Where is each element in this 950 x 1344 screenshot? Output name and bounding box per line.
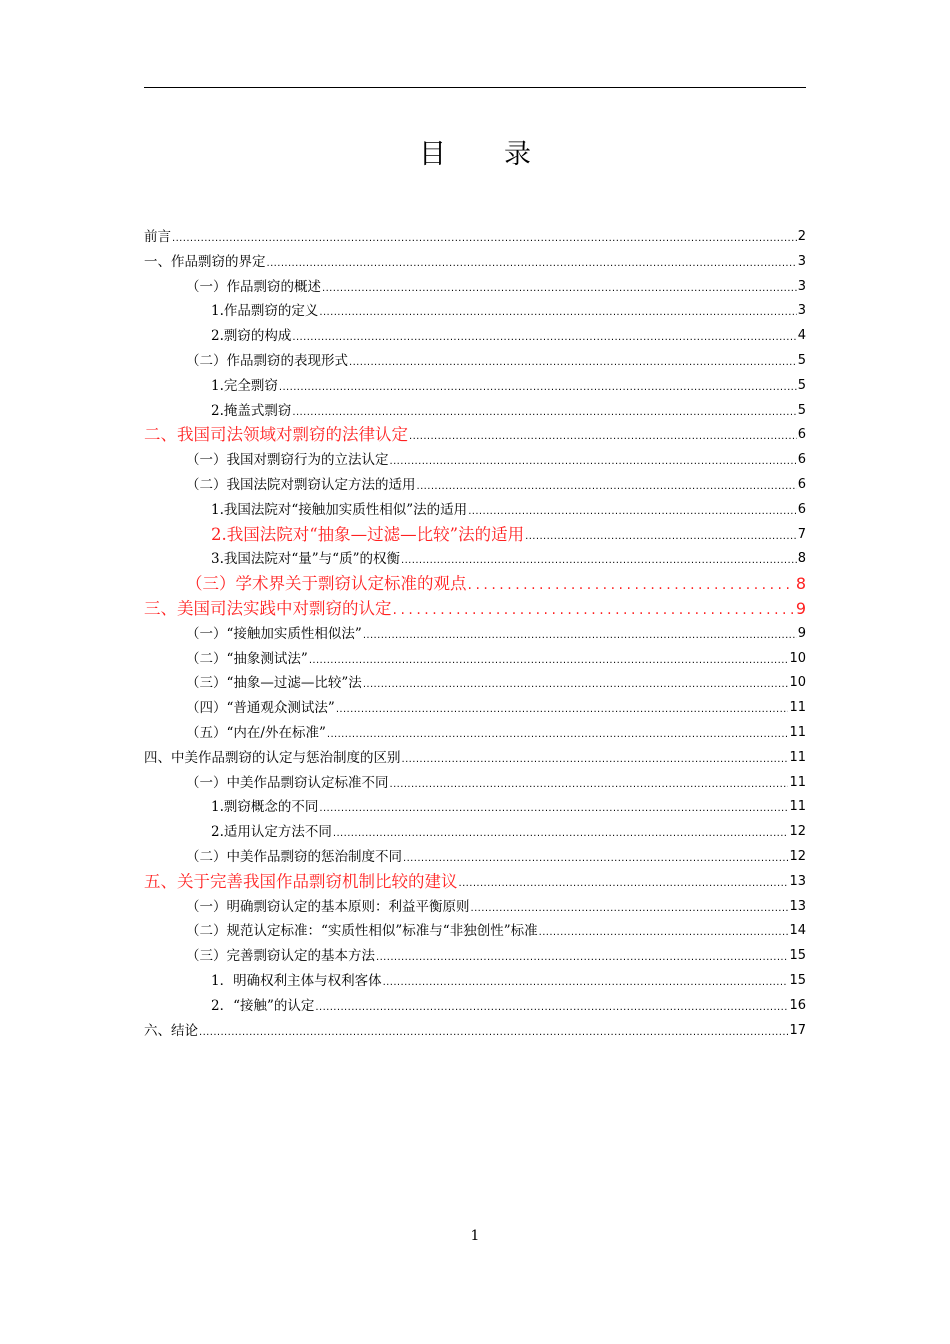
toc-leader-dots [525, 529, 797, 545]
toc-entry-label: 1．明确权利主体与权利客体 [211, 973, 382, 989]
toc-leader-dots [393, 601, 795, 619]
toc-entry-label: （二）“抽象测试法” [186, 650, 308, 667]
toc-entry[interactable] [144, 919, 806, 941]
toc-entry[interactable] [144, 448, 806, 470]
toc-entry-page: 13 [789, 873, 806, 889]
toc-leader-dots [468, 576, 795, 594]
toc-leader-dots [459, 876, 789, 892]
toc-leader-dots [319, 305, 796, 321]
toc-entry-label: （一）明确剽窃认定的基本原则：利益平衡原则 [186, 898, 470, 915]
toc-entry-label: 1.作品剽窃的定义 [211, 303, 319, 320]
toc-entry[interactable] [144, 523, 806, 545]
toc-entry-label: 三、美国司法实践中对剽窃的认定 [144, 599, 392, 618]
toc-entry-label: （三）完善剽窃认定的基本方法 [186, 948, 375, 965]
toc-entry[interactable] [144, 994, 806, 1016]
toc-leader-dots [376, 950, 788, 966]
toc-entry-page: 4 [797, 328, 806, 344]
toc-entry-label: 五、关于完善我国作品剽窃机制比较的建议 [144, 871, 458, 891]
toc-entry-page: 12 [789, 849, 806, 864]
toc-entry-label: （一）作品剽窃的概述 [186, 278, 321, 295]
toc-entry-label: 2.我国法院对“抽象—过滤—比较”法的适用 [211, 524, 525, 544]
toc-entry-page: 6 [797, 477, 806, 492]
toc-entry-label: （三）“抽象—过滤—比较”法 [186, 675, 362, 692]
toc-entry-page: 5 [797, 402, 806, 418]
toc-entry[interactable] [144, 671, 806, 693]
toc-entry-label: 六、结论 [144, 1022, 198, 1039]
toc-leader-dots [402, 752, 789, 768]
toc-leader-dots [172, 231, 797, 247]
toc-entry[interactable] [144, 895, 806, 917]
toc-entry[interactable] [144, 473, 806, 495]
toc-entry[interactable] [144, 969, 806, 991]
toc-leader-dots [333, 826, 789, 842]
toc-entry-page: 9 [795, 599, 806, 618]
page-title: 目录 [419, 139, 589, 170]
header-rule [144, 87, 806, 88]
toc-entry-page: 10 [789, 650, 806, 666]
toc-entry[interactable] [144, 374, 806, 396]
toc-entry-label: 二、我国司法领域对剽窃的法律认定 [144, 425, 408, 445]
toc-leader-dots [403, 851, 788, 867]
toc-entry[interactable] [144, 820, 806, 842]
toc-entry[interactable] [144, 547, 806, 569]
toc-entry-page: 17 [789, 1022, 806, 1038]
toc-leader-dots [199, 1025, 788, 1041]
toc-entry-page: 11 [789, 700, 806, 716]
toc-entry-label: 一、作品剽窃的界定 [144, 253, 266, 270]
toc-entry-page: 8 [797, 551, 806, 567]
toc-leader-dots [349, 355, 797, 371]
toc-leader-dots [363, 628, 797, 644]
toc-entry-page: 3 [797, 278, 806, 294]
toc-leader-dots [267, 256, 797, 272]
toc-entry[interactable] [144, 225, 806, 247]
toc-entry-page: 6 [797, 427, 806, 443]
toc-entry-label: 1.剽窃概念的不同 [211, 799, 319, 816]
toc-entry-page: 11 [789, 749, 806, 765]
toc-entry[interactable] [144, 622, 806, 644]
toc-leader-dots [292, 330, 796, 346]
toc-entry[interactable] [144, 324, 806, 346]
toc-entry-page: 3 [797, 253, 806, 269]
toc-entry-page: 11 [789, 725, 806, 740]
toc-leader-dots [539, 925, 789, 941]
toc-entry-page: 14 [789, 923, 806, 939]
toc-leader-dots [363, 677, 789, 693]
toc-leader-dots [322, 281, 797, 297]
toc-entry-label: 前言 [144, 229, 171, 245]
toc-entry-label: （二）我国法院对剽窃认定方法的适用 [186, 477, 416, 493]
toc-entry-label: （一）“接触加实质性相似法” [186, 625, 362, 642]
toc-entry[interactable] [144, 944, 806, 966]
toc-leader-dots [292, 405, 796, 421]
toc-leader-dots [390, 777, 789, 793]
toc-entry-label: （二）规范认定标准：“实质性相似”标准与“非独创性”标准 [186, 923, 538, 940]
toc-entry-page: 15 [789, 973, 806, 988]
toc-leader-dots [336, 702, 789, 718]
toc-entry-page: 10 [789, 675, 806, 691]
toc-entry-page: 15 [789, 948, 806, 964]
toc-entry[interactable] [144, 696, 806, 718]
toc-entry-page: 2 [797, 229, 806, 244]
toc-entry-page: 6 [797, 501, 806, 517]
toc-entry[interactable] [144, 423, 806, 445]
toc-entry-page: 11 [789, 799, 806, 815]
toc-entry-label: （一）我国对剽窃行为的立法认定 [186, 452, 389, 469]
toc-entry-page: 5 [797, 377, 806, 393]
toc-entry-label: 1.完全剽窃 [211, 377, 278, 394]
toc-entry-label: 四、中美作品剽窃的认定与惩治制度的区别 [144, 749, 401, 766]
toc-leader-dots [319, 801, 788, 817]
toc-entry[interactable] [144, 771, 806, 793]
toc-entry[interactable] [144, 399, 806, 421]
toc-entry[interactable] [144, 349, 806, 371]
toc-entry-label: （五）“内在/外在标准” [186, 725, 326, 741]
page-number: 1 [470, 1228, 480, 1244]
toc-entry-label: 2.剽窃的构成 [211, 328, 292, 345]
toc-entry-label: 1.我国法院对“接触加实质性相似”法的适用 [211, 501, 468, 518]
toc-leader-dots [401, 553, 797, 569]
toc-leader-dots [279, 380, 797, 396]
toc-entry-label: （一）中美作品剽窃认定标准不同 [186, 774, 389, 791]
toc-entry-page: 6 [797, 452, 806, 468]
toc-entry-page: 8 [795, 574, 806, 594]
toc-leader-dots [471, 901, 789, 917]
toc-leader-dots [417, 479, 797, 495]
toc-entry[interactable] [144, 250, 806, 272]
toc-entry-page: 13 [789, 898, 806, 914]
toc-entry-page: 9 [797, 625, 806, 641]
toc-leader-dots [468, 504, 797, 520]
toc-entry-page: 12 [789, 824, 806, 840]
toc-entry-page: 3 [797, 303, 806, 319]
toc-entry[interactable] [144, 795, 806, 817]
toc-leader-dots [409, 429, 797, 445]
toc-entry-label: 2．“接触”的认定 [211, 997, 315, 1014]
toc-leader-dots [390, 454, 797, 470]
toc-leader-dots [315, 1000, 788, 1016]
toc-leader-dots [327, 727, 789, 743]
toc-entry[interactable] [144, 498, 806, 520]
toc-entry[interactable] [144, 870, 806, 892]
toc-leader-dots [383, 975, 789, 991]
toc-entry[interactable] [144, 746, 806, 768]
toc-entry-page: 11 [789, 774, 806, 790]
toc-entry-label: （二）中美作品剽窃的惩治制度不同 [186, 849, 402, 865]
toc-entry[interactable] [144, 845, 806, 867]
toc-entry-label: 2.掩盖式剽窃 [211, 402, 292, 419]
toc-entry-label: （四）“普通观众测试法” [186, 700, 335, 717]
toc-entry-page: 5 [797, 353, 806, 368]
toc-entry[interactable] [144, 572, 806, 594]
toc-entry-label: （二）作品剽窃的表现形式 [186, 353, 348, 369]
toc-entry-page: 7 [797, 526, 806, 542]
toc-entry[interactable] [144, 275, 806, 297]
toc-entry-label: 3.我国法院对“量”与“质”的权衡 [211, 551, 400, 568]
toc-entry-label: （三）学术界关于剽窃认定标准的观点 [186, 574, 467, 594]
toc-entry[interactable] [144, 647, 806, 669]
toc-entry[interactable] [144, 299, 806, 321]
toc-entry[interactable] [144, 721, 806, 743]
toc-entry[interactable] [144, 1019, 806, 1041]
toc-entry-page: 16 [789, 997, 806, 1013]
toc-entry-label: 2.适用认定方法不同 [211, 824, 332, 841]
toc-entry[interactable] [144, 597, 806, 619]
toc-leader-dots [309, 653, 789, 669]
